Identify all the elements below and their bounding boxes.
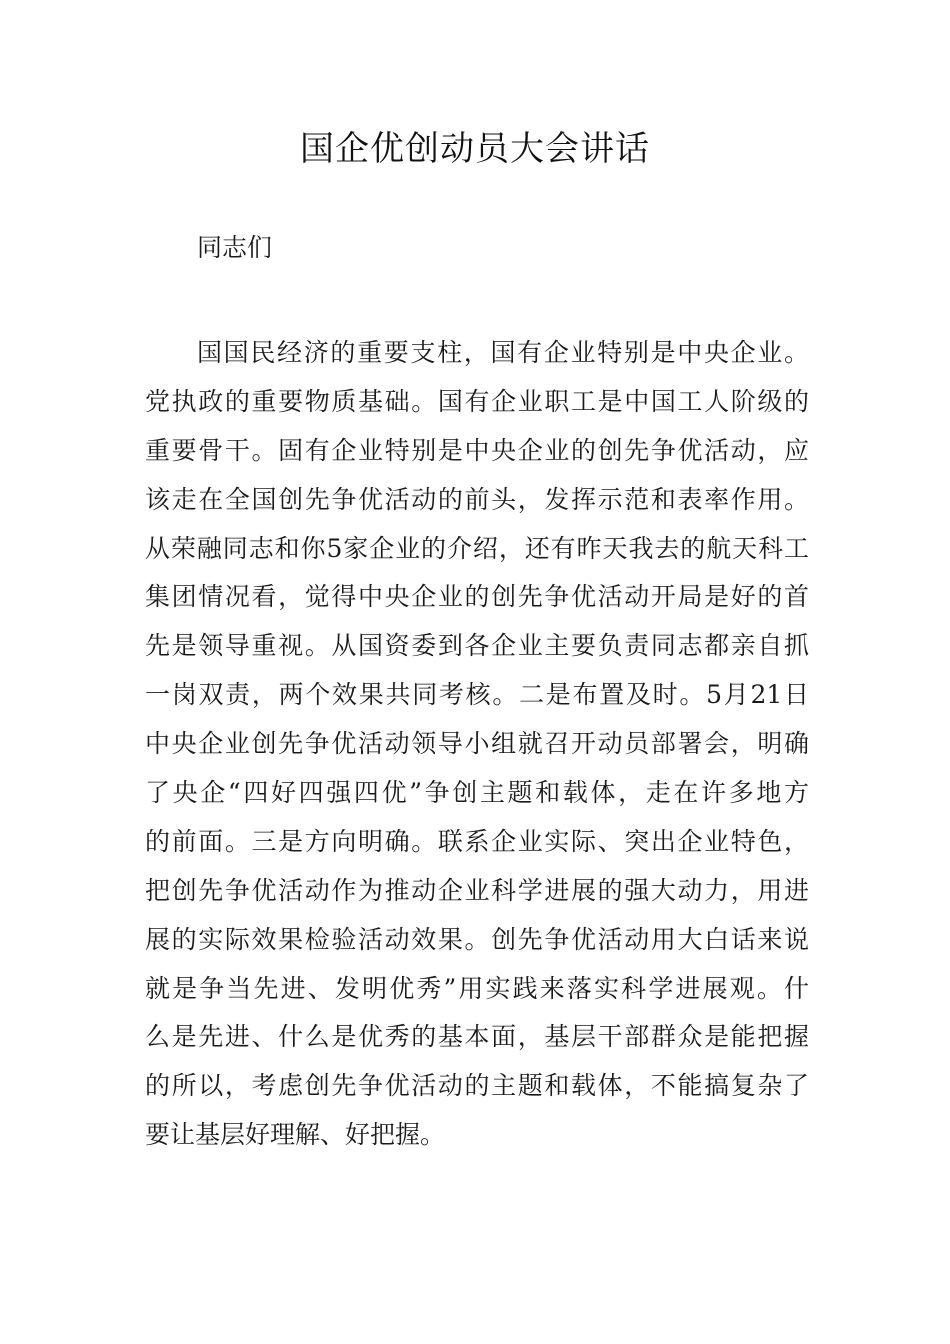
paragraph-line: 把创先争优活动作为推动企业科学进展的强大动力，用进 [145,875,809,905]
paragraph-line: 了央企“四好四强四优”争创主题和载体，走在许多地方 [145,778,809,808]
document-title: 国企优创动员大会讲话 [300,129,650,169]
paragraph-line: 党执政的重要物质基础。国有企业职工是中国工人阶级的 [145,386,809,416]
salutation: 同志们 [197,233,273,262]
paragraph-line: 么是先进、什么是优秀的基本面，基层干部群众是能把握 [145,1022,809,1052]
paragraph-line: 重要骨干。固有企业特别是中央企业的创先争优活动，应 [145,435,809,465]
paragraph-line: 从荣融同志和你5家企业的介绍，还有昨天我去的航天科工 [145,533,809,563]
paragraph-line: 一岗双责，两个效果共同考核。二是布置及时。5月21日 [145,680,809,710]
paragraph-line: 中央企业创先争优活动领导小组就召开动员部署会，明确 [145,729,809,759]
paragraph-line: 的所以，考虑创先争优活动的主题和载体，不能搞复杂了 [145,1071,809,1101]
paragraph-line: 要让基层好理解、好把握。 [145,1120,446,1150]
paragraph-line: 的前面。三是方向明确。联系企业实际、突出企业特色， [145,826,809,856]
paragraph-line: 国国民经济的重要支柱，国有企业特别是中央企业。 [197,338,809,367]
paragraph-line: 集团情况看，觉得中央企业的创先争优活动开局是好的首 [145,582,809,612]
body-paragraph [145,329,809,1160]
paragraph-line: 展的实际效果检验活动效果。创先争优活动用大白话来说 [145,924,809,954]
paragraph-line: 就是争当先进、发明优秀”用实践来落实科学进展观。什 [145,973,809,1003]
paragraph-line: 先是领导重视。从国资委到各企业主要负责同志都亲自抓 [145,631,809,661]
paragraph-line: 该走在全国创先争优活动的前头，发挥示范和表率作用。 [145,484,809,514]
